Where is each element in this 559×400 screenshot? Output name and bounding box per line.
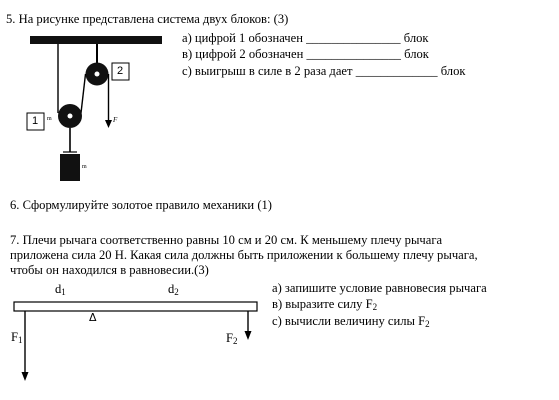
force-arrow [105,120,112,128]
fixed-pulley-axle [95,72,100,77]
q5-option-b-text: в) цифрой 2 обозначен [182,47,304,61]
q6-title: 6. Сформулируйте золотое правило механики (1) [10,198,273,212]
q7-task-c: с) вычисли величину силы $F_2$ [272,314,430,329]
q5-option-b-suffix: блок [404,47,429,61]
q5-option-c-blank[interactable]: _____________ [355,64,438,78]
f1-label: $F_1$ [11,330,23,345]
q7-line-3: чтобы он находился в равновесии.(3) [10,263,209,277]
lever-pivot: Δ [89,311,97,324]
q5-option-a-blank[interactable]: _______________ [306,31,401,45]
force-label: F [113,116,118,124]
q7-task-b: в) выразите силу $F_2$ [272,297,378,312]
ceiling-beam [30,36,162,44]
lever-bar [14,302,257,311]
movable-block-mark: m [47,116,52,122]
label-2-text: 2 [117,65,124,77]
q5-option-c-suffix: блок [440,64,466,78]
q5-option-b-blank[interactable]: _______________ [306,47,401,61]
label-1-text: 1 [32,115,39,127]
q7-task-a: а) запишите условие равновесия рычага [272,281,487,295]
q7-line-2: приложена сила 20 Н. Какая сила должны быть приложении к большему плечу рычага, [10,248,478,262]
q5-option-a-text: а) цифрой 1 обозначен [182,31,303,45]
q7-line-1: 7. Плечи рычага соответственно равны 10 см и 20 см. К меньшему плечу рычага [10,233,443,247]
d1-label: $d_1$ [55,282,66,297]
d2-label: $d_2$ [168,282,179,297]
load-mark: m [82,164,87,170]
f2-arrow-head [245,331,252,340]
q5-title: 5. На рисунке представлена система двух блоков: (3) [6,12,289,26]
f2-label: $F_2$ [226,331,238,346]
rope-middle [81,74,86,113]
movable-pulley-axle [68,114,73,119]
load-weight [60,154,80,181]
f1-arrow-head [22,372,29,381]
q5-option-a-suffix: блок [403,31,429,45]
q5-option-c-text: с) выигрыш в силе в 2 раза дает [182,64,353,78]
